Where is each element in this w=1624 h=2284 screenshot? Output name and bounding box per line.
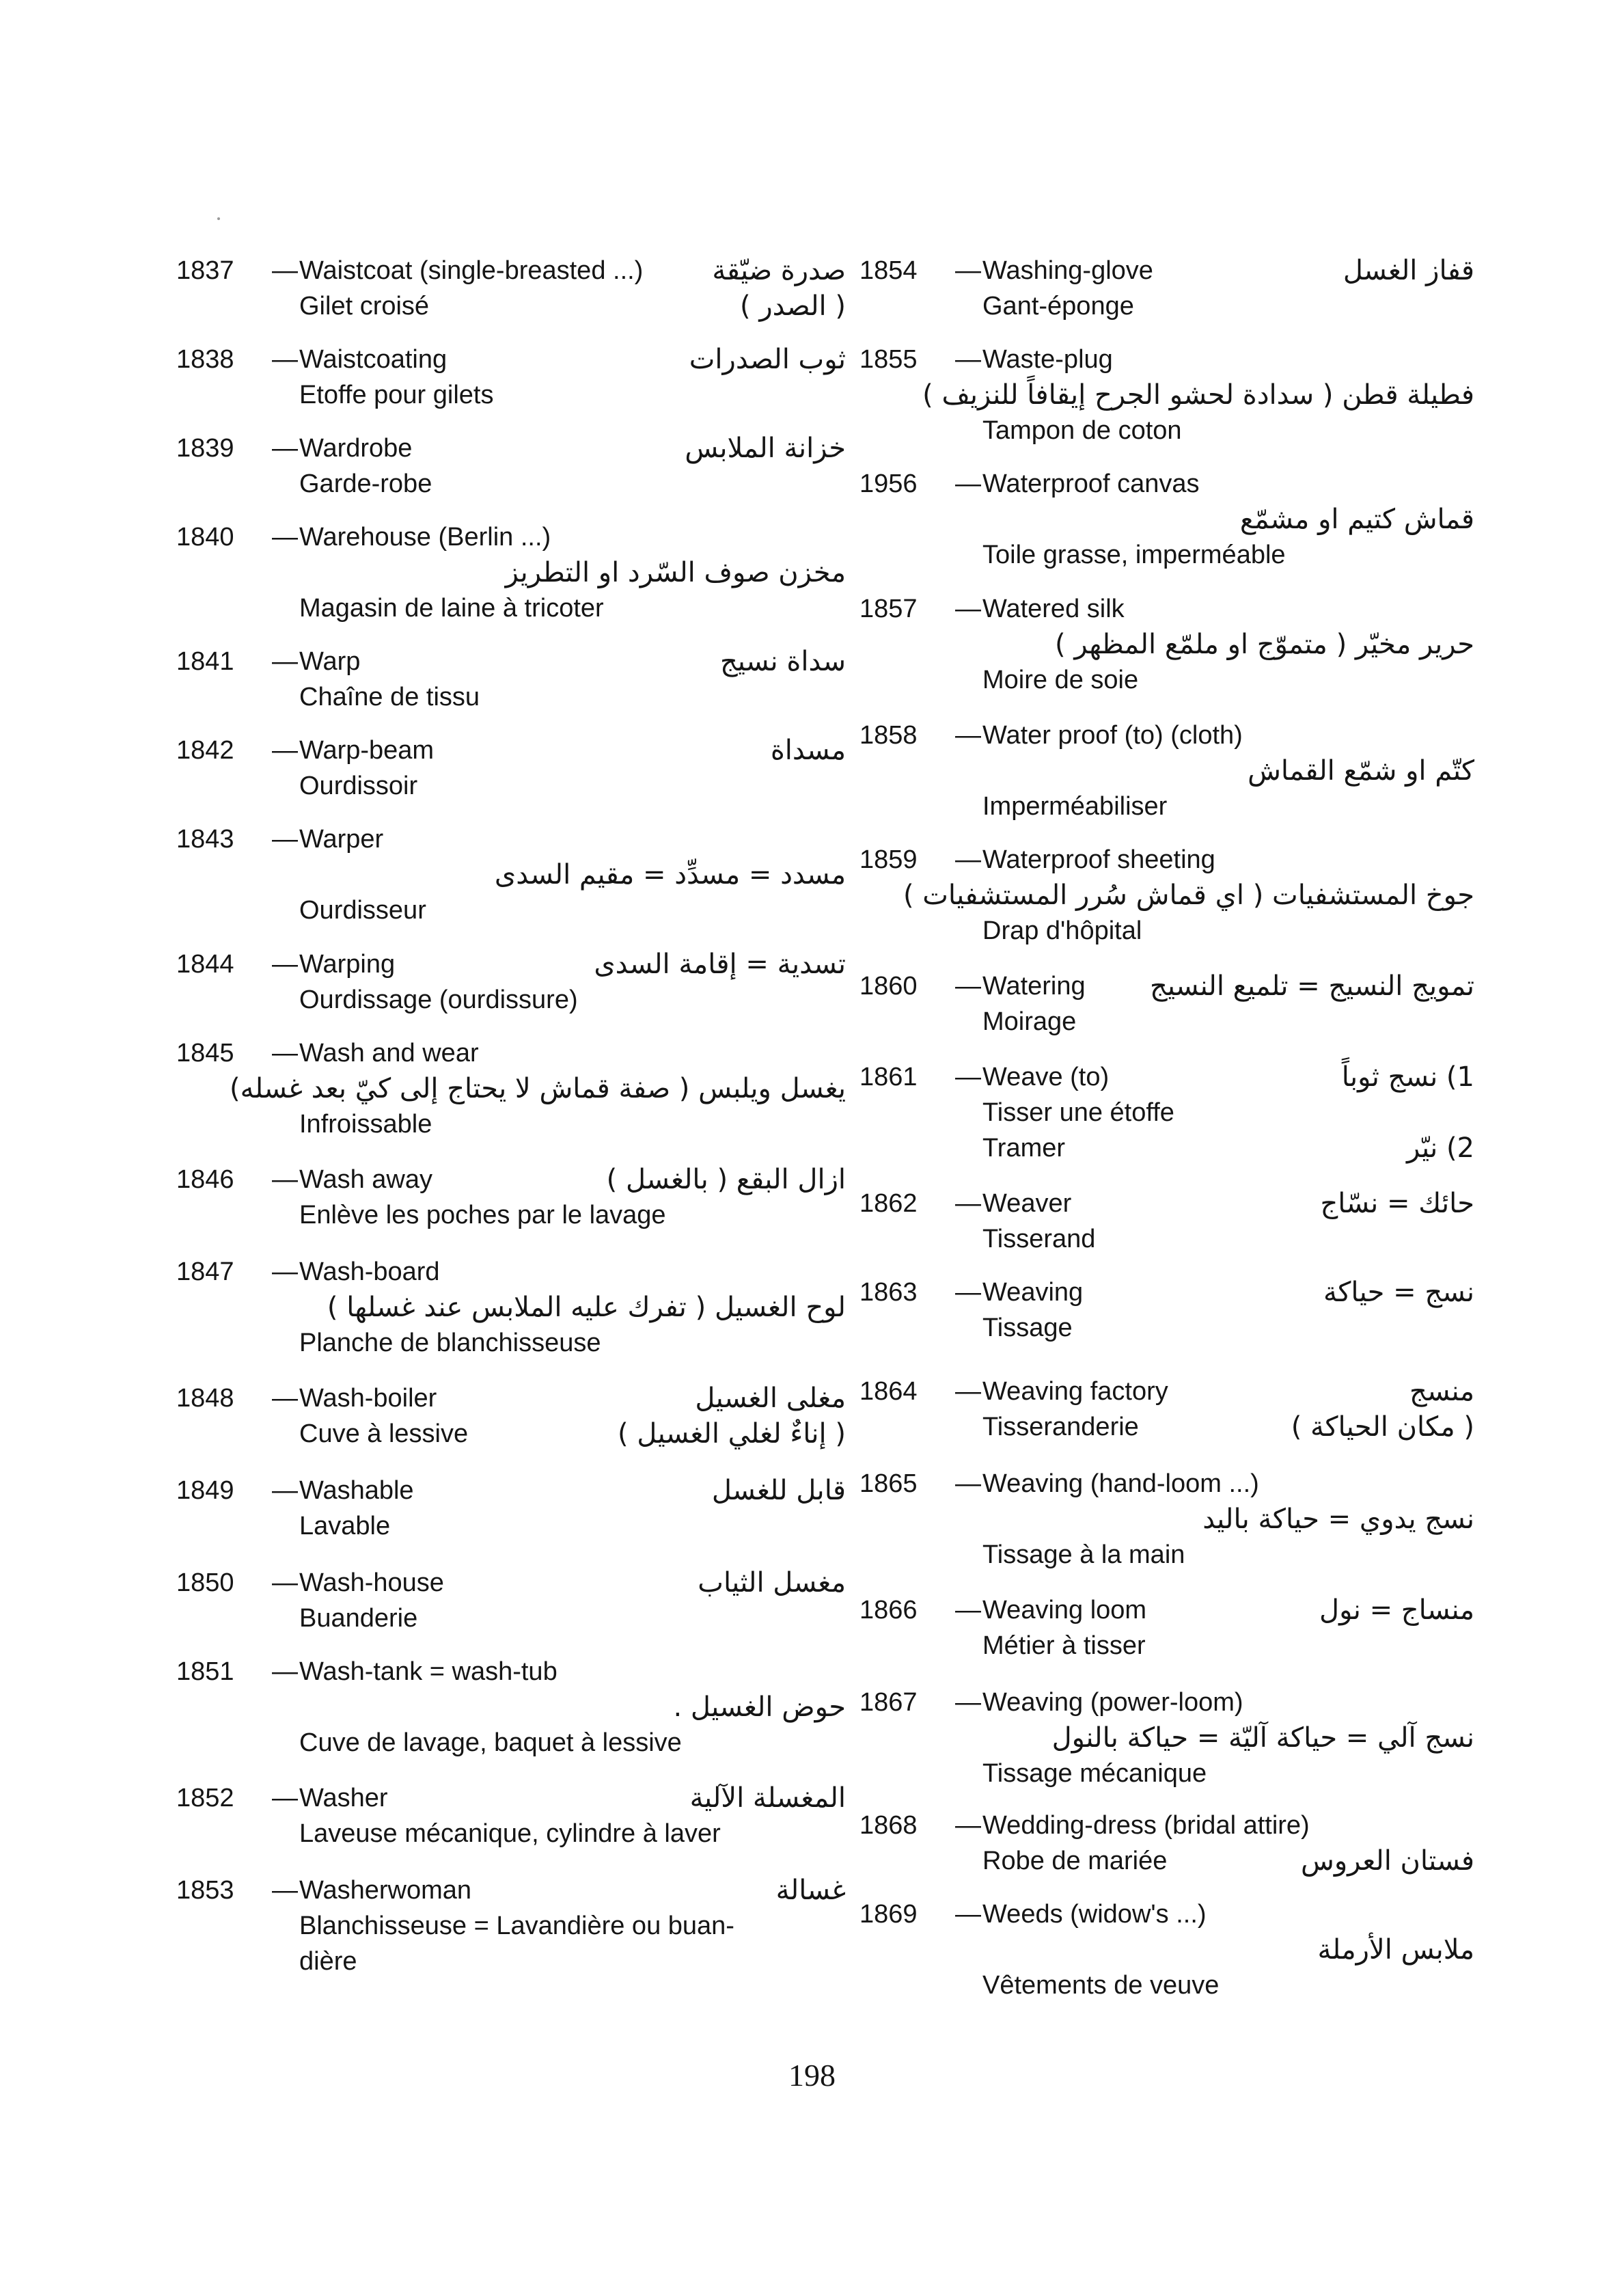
arabic-row: [176, 1689, 846, 1725]
dictionary-entry: [176, 519, 846, 626]
entry-head-row: [176, 1654, 846, 1689]
arabic-term: تسدية = إقامة السدى: [594, 949, 846, 980]
dictionary-entry: [859, 1275, 1474, 1346]
english-term: Wedding-dress (bridal attire): [982, 1811, 1310, 1840]
entry-head-row: [859, 718, 1474, 753]
english-term: Watered silk: [982, 595, 1125, 623]
dictionary-entry: [176, 1873, 846, 1979]
english-term: Weeds (widow's ...): [982, 1900, 1207, 1929]
entry-head-row: [859, 1466, 1474, 1501]
entry-dash: —: [272, 1784, 298, 1812]
entry-dash: —: [955, 1278, 981, 1307]
entry-number: 1848: [176, 1384, 234, 1413]
dictionary-entry: [859, 1466, 1474, 1573]
entry-dash: —: [272, 1876, 298, 1905]
entry-head-row: [176, 1565, 846, 1601]
french-term: Tisserand: [982, 1225, 1096, 1253]
french-row: [859, 1409, 1474, 1445]
entry-number: 1849: [176, 1476, 234, 1505]
scan-speck: [217, 217, 220, 220]
english-term: Warping: [299, 950, 396, 979]
arabic-term: نسج آلي = حياكة آليّة = حياكة بالنول: [1051, 1722, 1474, 1754]
arabic-term: يغسل ويلبس ( صفة قماش لا يحتاج إلى كيّ بعد غسله): [229, 1073, 846, 1104]
entry-dash: —: [272, 825, 298, 854]
french-term: Planche de blanchisseuse: [299, 1329, 601, 1357]
entry-head-row: [176, 821, 846, 857]
dictionary-entry: [859, 718, 1474, 824]
entry-number: 1845: [176, 1039, 234, 1068]
english-term: Wash-boiler: [299, 1384, 437, 1413]
english-term: Weaver: [982, 1189, 1072, 1218]
french-term: Tisser une étoffe: [982, 1098, 1174, 1127]
entry-number: 1866: [859, 1596, 918, 1624]
entry-number: 1860: [859, 972, 918, 1001]
french-row: [176, 1106, 846, 1142]
dictionary-entry: [176, 733, 846, 804]
french-row: [859, 1130, 1474, 1166]
french-row: [859, 1628, 1474, 1663]
entry-head-row: [176, 253, 846, 288]
french-row: [176, 679, 846, 715]
english-term: Warp-beam: [299, 736, 435, 765]
french-row: [859, 1004, 1474, 1039]
arabic-row: [176, 555, 846, 590]
arabic-term: ازال البقع ( بالغسل ): [606, 1164, 846, 1195]
dictionary-entry: [176, 1473, 846, 1544]
entry-number: 1841: [176, 647, 234, 676]
english-term: Warp: [299, 647, 361, 676]
entry-number: 1868: [859, 1811, 918, 1840]
french-row: [176, 1325, 846, 1361]
french-row: [176, 982, 846, 1018]
arabic-gloss: ( مكان الحياكة ): [1291, 1411, 1474, 1443]
french-row: [859, 537, 1474, 573]
entry-number: 1844: [176, 950, 234, 979]
entry-number: 1855: [859, 345, 918, 374]
french-row: [176, 1197, 846, 1233]
french-row: [176, 288, 846, 324]
arabic-term: مغلى الغسيل: [695, 1383, 846, 1414]
arabic-term: منسج: [1409, 1376, 1474, 1407]
arabic-row: [859, 1720, 1474, 1756]
entry-head-row: [859, 1186, 1474, 1221]
english-term: Weaving: [982, 1278, 1084, 1307]
french-term: Etoffe pour gilets: [299, 381, 494, 409]
dictionary-entry: [176, 1381, 846, 1452]
entry-number: 1839: [176, 434, 234, 463]
french-term: Robe de mariée: [982, 1847, 1168, 1875]
french-term: Garde-robe: [299, 470, 432, 498]
dictionary-entry: [859, 1059, 1474, 1166]
french-row: [176, 1725, 846, 1760]
arabic-term: مخزن صوف السّرد او التطريز: [505, 557, 846, 588]
dictionary-entry: [859, 466, 1474, 573]
arabic-term: مغسل الثياب: [698, 1567, 846, 1599]
entry-dash: —: [272, 736, 298, 765]
french-term: Infroissable: [299, 1110, 432, 1139]
english-term: Weaving factory: [982, 1377, 1168, 1406]
french-term: Métier à tisser: [982, 1631, 1146, 1660]
entry-dash: —: [272, 345, 298, 374]
dictionary-entry: [859, 1896, 1474, 2003]
arabic-term: حوض الغسيل .: [673, 1691, 846, 1723]
arabic-term: فستان العروس: [1301, 1845, 1474, 1877]
french-row: [859, 1756, 1474, 1791]
entry-head-row: [859, 253, 1474, 288]
french-row: [859, 288, 1474, 324]
entry-head-row: [176, 1473, 846, 1508]
dictionary-entry: [176, 1162, 846, 1233]
entry-number: 1846: [176, 1165, 234, 1194]
french-term: Moirage: [982, 1007, 1077, 1036]
english-term: Wash-board: [299, 1257, 440, 1286]
french-term: Cuve de lavage, baquet à lessive: [299, 1728, 682, 1757]
arabic-term: قفاز الغسل: [1343, 255, 1474, 286]
french-term: Magasin de laine à tricoter: [299, 594, 604, 623]
entry-head-row: [859, 842, 1474, 878]
page-number: 198: [788, 2058, 836, 2093]
arabic-term: تمويج النسيج = تلميع النسيج: [1150, 970, 1474, 1002]
french-row: [176, 1416, 846, 1452]
french-term: Gilet croisé: [299, 292, 430, 321]
english-term: Wash-house: [299, 1568, 444, 1597]
arabic-term: جوخ المستشفيات ( اي قماش سُرر المستشفيات ): [903, 880, 1474, 911]
entry-dash: —: [272, 1257, 298, 1286]
french-row: [859, 1843, 1474, 1879]
french-row: [176, 1601, 846, 1636]
entry-dash: —: [955, 1900, 981, 1929]
entry-dash: —: [955, 470, 981, 498]
entry-number: 1837: [176, 256, 234, 285]
french-term: Tissage: [982, 1314, 1073, 1342]
entry-number: 1851: [176, 1657, 234, 1686]
entry-head-row: [176, 733, 846, 768]
entry-head-row: [176, 519, 846, 555]
entry-dash: —: [272, 1568, 298, 1597]
entry-dash: —: [272, 1384, 298, 1413]
dictionary-entry: [859, 1186, 1474, 1257]
entry-dash: —: [272, 950, 298, 979]
french-term: Chaîne de tissu: [299, 683, 480, 711]
arabic-term: ثوب الصدرات: [689, 344, 846, 375]
arabic-gloss: ( الصدر ): [740, 290, 846, 322]
english-term: Washing-glove: [982, 256, 1153, 285]
entry-head-row: [859, 1592, 1474, 1628]
french-row: [859, 1310, 1474, 1346]
french-term: Drap d'hôpital: [982, 916, 1142, 945]
arabic-row: [859, 1932, 1474, 1968]
entry-dash: —: [272, 256, 298, 285]
entry-dash: —: [272, 523, 298, 552]
entry-dash: —: [955, 1596, 981, 1624]
french-row: [176, 768, 846, 804]
entry-head-row: [859, 342, 1474, 377]
french-term: Tramer: [982, 1134, 1066, 1163]
french-term: Vêtements de veuve: [982, 1971, 1220, 2000]
arabic-term: غسالة: [775, 1875, 846, 1906]
english-term: Wardrobe: [299, 434, 413, 463]
entry-number: 1838: [176, 345, 234, 374]
french-term: Gant-éponge: [982, 292, 1134, 321]
arabic-gloss: ( إناءٌ لغلي الغسيل ): [617, 1418, 846, 1450]
arabic-row: [859, 878, 1474, 913]
french-row: [859, 1537, 1474, 1573]
arabic-term: حائك = نسّاج: [1320, 1188, 1474, 1219]
english-term: Weave (to): [982, 1063, 1110, 1091]
french-row: [859, 789, 1474, 824]
entry-number: 1869: [859, 1900, 918, 1929]
entry-head-row: [176, 1162, 846, 1197]
english-term: Weaving loom: [982, 1596, 1147, 1624]
arabic-row: [859, 502, 1474, 537]
entry-head-row: [859, 1896, 1474, 1932]
french-term: dière: [299, 1947, 357, 1976]
english-term: Waistcoating: [299, 345, 448, 374]
entry-dash: —: [955, 1063, 981, 1091]
french-row: [176, 1508, 846, 1544]
entry-number: 1847: [176, 1257, 234, 1286]
english-term: Wash-tank = wash-tub: [299, 1657, 558, 1686]
english-term: Warehouse (Berlin ...): [299, 523, 551, 552]
entry-head-row: [176, 342, 846, 377]
dictionary-entry: [176, 342, 846, 413]
entry-dash: —: [955, 721, 981, 750]
english-term: Weaving (hand-loom ...): [982, 1469, 1259, 1498]
french-term: Buanderie: [299, 1604, 418, 1633]
entry-number: 1867: [859, 1688, 918, 1717]
entry-number: 1862: [859, 1189, 918, 1218]
french-row: [176, 1944, 846, 1979]
arabic-term: حرير مخيّر ( متموّج او ملمّع المظهر ): [1055, 629, 1474, 660]
entry-dash: —: [955, 1811, 981, 1840]
entry-number: 1863: [859, 1278, 918, 1307]
dictionary-entry: [859, 342, 1474, 448]
arabic-term: سداة نسيج: [719, 646, 846, 677]
entry-head-row: [176, 1381, 846, 1416]
arabic-row: [859, 377, 1474, 413]
french-row: [859, 1095, 1474, 1130]
dictionary-entry: [176, 1565, 846, 1636]
entry-head-row: [859, 591, 1474, 627]
arabic-term: مسداة: [770, 735, 846, 766]
entry-number: 1859: [859, 845, 918, 874]
entry-dash: —: [272, 1657, 298, 1686]
french-term: Ourdissoir: [299, 772, 418, 800]
english-term: Waste-plug: [982, 345, 1113, 374]
entry-dash: —: [955, 595, 981, 623]
french-row: [176, 1816, 846, 1851]
french-term: Tissage mécanique: [982, 1759, 1207, 1788]
entry-head-row: [176, 1254, 846, 1290]
dictionary-entry: [176, 253, 846, 324]
entry-number: 1861: [859, 1063, 918, 1091]
entry-number: 1956: [859, 470, 918, 498]
entry-dash: —: [272, 1476, 298, 1505]
arabic-row: [176, 1290, 846, 1325]
dictionary-entry: [859, 1808, 1474, 1879]
entry-number: 1850: [176, 1568, 234, 1597]
entry-dash: —: [955, 1469, 981, 1498]
dictionary-entry: [176, 1035, 846, 1142]
entry-dash: —: [955, 972, 981, 1001]
french-row: [176, 893, 846, 928]
french-row: [859, 913, 1474, 949]
entry-head-row: [859, 1685, 1474, 1720]
english-term: Water proof (to) (cloth): [982, 721, 1243, 750]
dictionary-entry: [859, 1685, 1474, 1791]
arabic-term: خزانة الملابس: [685, 433, 846, 464]
dictionary-entry: [176, 1254, 846, 1361]
arabic-row: [176, 857, 846, 893]
french-term: Tissage à la main: [982, 1540, 1185, 1569]
dictionary-entry: [176, 644, 846, 715]
arabic-term: ملابس الأرملة: [1317, 1934, 1474, 1966]
english-term: Weaving (power-loom): [982, 1688, 1243, 1717]
entry-number: 1842: [176, 736, 234, 765]
english-term: Washer: [299, 1784, 388, 1812]
entry-head-row: [176, 1780, 846, 1816]
entry-dash: —: [955, 1377, 981, 1406]
english-term: Washable: [299, 1476, 414, 1505]
french-term: Enlève les poches par le lavage: [299, 1201, 666, 1229]
arabic-row: [176, 1071, 846, 1106]
english-term: Wash and wear: [299, 1039, 479, 1068]
entry-dash: —: [955, 1189, 981, 1218]
english-term: Waistcoat (single-breasted ...): [299, 256, 644, 285]
english-term: Washerwoman: [299, 1876, 472, 1905]
english-term: Waterproof canvas: [982, 470, 1200, 498]
french-term: Tisseranderie: [982, 1413, 1139, 1441]
entry-number: 1854: [859, 256, 918, 285]
french-term: Ourdisseur: [299, 896, 426, 925]
entry-number: 1865: [859, 1469, 918, 1498]
dictionary-entry: [859, 968, 1474, 1039]
entry-head-row: [859, 968, 1474, 1004]
arabic-term: منساج = نول: [1319, 1594, 1474, 1626]
arabic-term: 2) نيّر: [1406, 1132, 1474, 1164]
dictionary-entry: [176, 947, 846, 1018]
entry-dash: —: [955, 1688, 981, 1717]
arabic-term: نسج = حياكة: [1323, 1277, 1474, 1308]
arabic-term: قابل للغسل: [711, 1475, 846, 1506]
arabic-term: المغسلة الآلية: [689, 1782, 846, 1814]
french-term: Moire de soie: [982, 666, 1139, 694]
arabic-term: نسج يدوي = حياكة باليد: [1202, 1504, 1474, 1535]
french-term: Cuve à lessive: [299, 1419, 469, 1448]
entry-number: 1853: [176, 1876, 234, 1905]
french-row: [859, 1968, 1474, 2003]
entry-number: 1843: [176, 825, 234, 854]
french-term: Tampon de coton: [982, 416, 1182, 445]
french-term: Imperméabiliser: [982, 792, 1168, 821]
dictionary-entry: [859, 842, 1474, 949]
french-term: Toile grasse, imperméable: [982, 541, 1286, 569]
french-term: Blanchisseuse = Lavandière ou buan-: [299, 1912, 734, 1940]
dictionary-entry: [176, 431, 846, 502]
dictionary-entry: [859, 591, 1474, 698]
entry-dash: —: [955, 256, 981, 285]
french-row: [176, 377, 846, 413]
french-term: Laveuse mécanique, cylindre à laver: [299, 1819, 721, 1848]
entry-number: 1840: [176, 523, 234, 552]
entry-dash: —: [272, 1165, 298, 1194]
arabic-row: [859, 627, 1474, 662]
entry-head-row: [176, 644, 846, 679]
arabic-term: قماش كتيم او مشمّع: [1239, 504, 1474, 535]
dictionary-entry: [176, 1780, 846, 1851]
entry-head-row: [176, 1873, 846, 1908]
entry-head-row: [859, 1059, 1474, 1095]
dictionary-entry: [859, 253, 1474, 324]
entry-number: 1857: [859, 595, 918, 623]
entry-dash: —: [272, 434, 298, 463]
entry-head-row: [859, 466, 1474, 502]
french-term: Ourdissage (ourdissure): [299, 985, 578, 1014]
entry-dash: —: [955, 345, 981, 374]
dictionary-entry: [176, 821, 846, 928]
dictionary-entry: [176, 1654, 846, 1760]
english-term: Wash away: [299, 1165, 432, 1194]
arabic-row: [859, 1501, 1474, 1537]
entry-head-row: [176, 947, 846, 982]
entry-dash: —: [272, 647, 298, 676]
entry-head-row: [176, 1035, 846, 1071]
entry-head-row: [859, 1808, 1474, 1843]
french-row: [859, 1221, 1474, 1257]
arabic-term: كتّم او شمّع القماش: [1248, 755, 1474, 787]
english-term: Waterproof sheeting: [982, 845, 1215, 874]
arabic-term: 1) نسج ثوباً: [1341, 1061, 1474, 1093]
french-row: [176, 590, 846, 626]
arabic-term: فطيلة قطن ( سدادة لحشو الجرح إيقافاً للنزيف ): [922, 379, 1474, 411]
entry-head-row: [176, 431, 846, 466]
french-row: [859, 413, 1474, 448]
french-row: [176, 466, 846, 502]
entry-head-row: [859, 1374, 1474, 1409]
french-row: [176, 1908, 846, 1944]
french-term: Lavable: [299, 1512, 391, 1540]
english-term: Watering: [982, 972, 1086, 1001]
english-term: Warper: [299, 825, 384, 854]
dictionary-entry: [859, 1592, 1474, 1663]
arabic-term: صدرة ضيّقة: [712, 255, 846, 286]
entry-dash: —: [272, 1039, 298, 1068]
entry-head-row: [859, 1275, 1474, 1310]
dictionary-entry: [859, 1374, 1474, 1445]
entry-number: 1864: [859, 1377, 918, 1406]
arabic-term: مسدد = مسدِّد = مقيم السدى: [494, 859, 846, 891]
entry-number: 1858: [859, 721, 918, 750]
entry-number: 1852: [176, 1784, 234, 1812]
french-row: [859, 662, 1474, 698]
arabic-row: [859, 753, 1474, 789]
entry-dash: —: [955, 845, 981, 874]
arabic-term: لوح الغسيل ( تفرك عليه الملابس عند غسلها ): [327, 1292, 846, 1323]
